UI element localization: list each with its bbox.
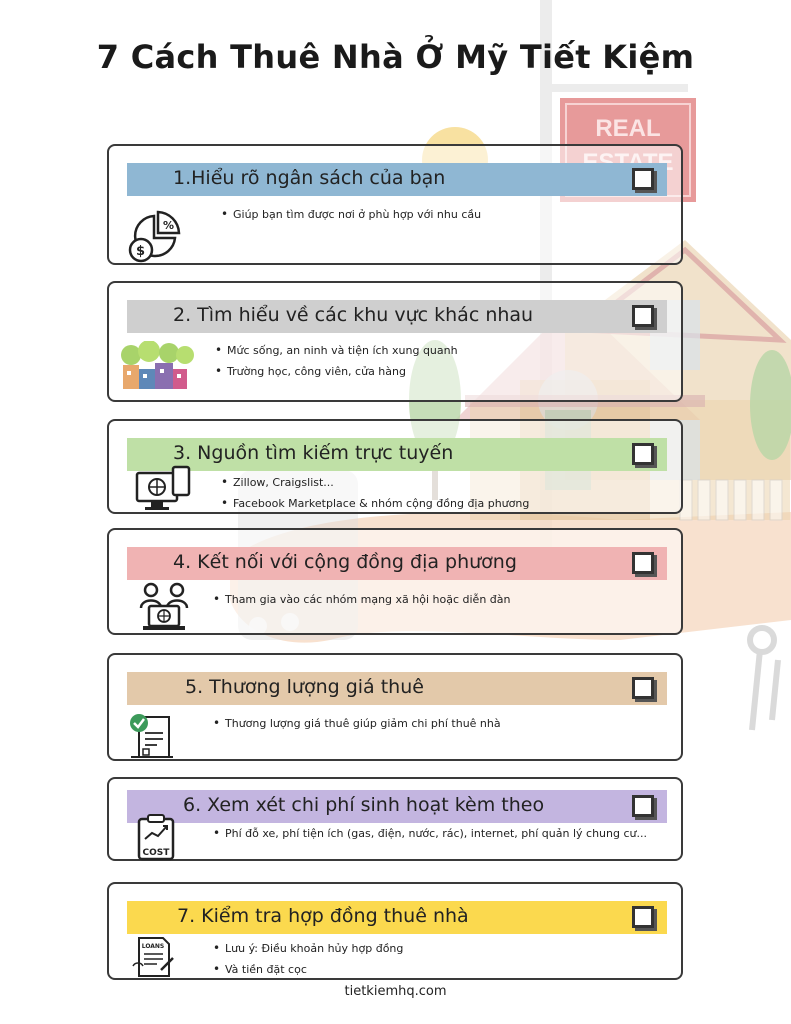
tip-card-5 [107, 653, 683, 761]
tip-heading-6: 6. Xem xét chi phí sinh hoạt kèm theo [183, 794, 545, 816]
checkbox-2[interactable] [632, 305, 654, 327]
tip-card-7 [107, 882, 683, 980]
tip-heading-2: 2. Tìm hiểu về các khu vực khác nhau [173, 304, 534, 326]
neighborhood-icon [119, 341, 195, 391]
tip-4-bullet-1: • Tham gia vào các nhóm mạng xã hội hoặc diễn đàn [225, 593, 510, 606]
website-footer[interactable]: tietkiemhq.com [344, 984, 447, 999]
cost-label: COST [142, 848, 170, 858]
tip-2-bullet-1: • Mức sống, an ninh và tiện ích xung quanh [227, 344, 458, 357]
checkbox-4[interactable] [632, 552, 654, 574]
tip-card-1 [107, 144, 683, 265]
tip-card-2 [107, 281, 683, 402]
checkbox-1[interactable] [632, 168, 654, 190]
svg-text:%: % [163, 219, 175, 232]
contract-icon [131, 936, 177, 980]
tip-5-bullet-1: • Thương lượng giá thuê giúp giảm chi phí thuê nhà [225, 717, 501, 730]
tip-7-bullet-2: • Và tiền đặt cọc [225, 963, 307, 976]
tip-heading-5: 5. Thương lượng giá thuê [185, 676, 424, 698]
budget-pie-icon [123, 204, 185, 266]
tip-1-bullet-1: • Giúp bạn tìm được nơi ở phù hợp với nhu cầu [233, 208, 481, 221]
online-search-icon [135, 465, 193, 513]
tip-heading-bar-3 [127, 438, 667, 471]
checkbox-7[interactable] [632, 906, 654, 928]
checkbox-6[interactable] [632, 795, 654, 817]
tip-3-bullet-1: • Zillow, Craigslist... [233, 476, 334, 489]
page-title: 7 Cách Thuê Nhà Ở Mỹ Tiết Kiệm [96, 38, 695, 76]
sign-real: REAL [595, 115, 661, 142]
tip-card-6 [107, 777, 683, 861]
checklist-icon [127, 711, 177, 761]
checkbox-5[interactable] [632, 677, 654, 699]
tip-2-bullet-2: • Trường học, công viên, cửa hàng [227, 365, 406, 378]
tip-heading-4: 4. Kết nối với cộng đồng địa phương [173, 551, 517, 573]
tip-card-3 [107, 419, 683, 514]
tip-card-4 [107, 528, 683, 635]
tip-7-bullet-1: • Lưu ý: Điều khoản hủy hợp đồng [225, 942, 403, 955]
tip-heading-7: 7. Kiểm tra hợp đồng thuê nhà [177, 905, 469, 927]
tip-heading-bar-1 [127, 163, 667, 196]
community-icon [137, 582, 191, 634]
tip-heading-bar-5 [127, 672, 667, 705]
checkbox-3[interactable] [632, 443, 654, 465]
loans-label: LOANS [141, 943, 165, 950]
tip-heading-bar-6 [127, 790, 667, 823]
tip-heading-3: 3. Nguồn tìm kiếm trực tuyến [173, 442, 454, 464]
tip-heading-bar-4 [127, 547, 667, 580]
tip-3-bullet-2: • Facebook Marketplace & nhóm cộng đồng địa phương [233, 497, 529, 510]
tip-6-bullet-1: • Phí đỗ xe, phí tiện ích (gas, điện, nước, rác), internet, phí quản lý chung cư... [225, 827, 647, 840]
svg-text:$: $ [136, 244, 146, 259]
cost-icon [135, 813, 177, 861]
tip-heading-bar-7 [127, 901, 667, 934]
tip-heading-1: 1.Hiểu rõ ngân sách của bạn [173, 167, 446, 189]
tip-heading-bar-2 [127, 300, 667, 333]
